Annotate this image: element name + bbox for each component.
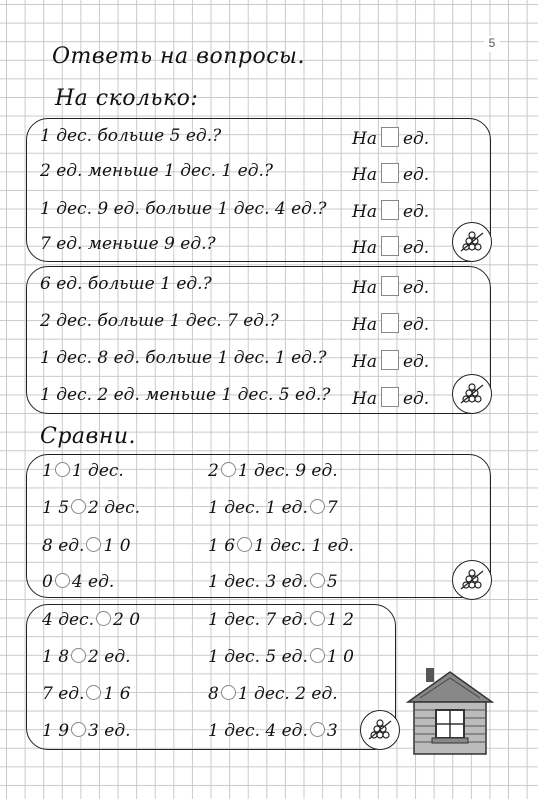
left-term: 1 дес. 7 ед. xyxy=(208,610,308,630)
answer-line xyxy=(352,127,429,149)
na-label: На xyxy=(352,278,377,298)
compare-circle[interactable] xyxy=(310,722,325,737)
heading-sub: На сколько: xyxy=(55,86,199,111)
compare-circle[interactable] xyxy=(221,685,236,700)
ed-label: ед. xyxy=(402,238,430,258)
compare-circle[interactable] xyxy=(310,573,325,588)
log-pile-icon xyxy=(360,710,400,750)
right-term: 7 xyxy=(326,498,338,518)
answer-box[interactable] xyxy=(381,276,399,296)
log-pile-icon xyxy=(452,374,492,414)
left-term: 1 9 xyxy=(42,721,70,741)
answer-line xyxy=(352,200,429,222)
answer-box[interactable] xyxy=(381,163,399,183)
right-term: 1 дес. xyxy=(71,461,124,481)
heading-compare: Сравни. xyxy=(40,424,136,449)
compare-circle[interactable] xyxy=(221,462,236,477)
compare-cell xyxy=(42,536,131,556)
answer-line xyxy=(352,236,429,258)
question-row: 2 ед. меньше 1 дес. 1 ед.? xyxy=(40,161,273,181)
compare-circle[interactable] xyxy=(86,685,101,700)
question-row: 2 дес. больше 1 дес. 7 ед.? xyxy=(40,311,279,331)
right-term: 2 ед. xyxy=(88,647,131,667)
left-term: 1 5 xyxy=(42,498,70,518)
compare-circle[interactable] xyxy=(55,573,70,588)
answer-line xyxy=(352,350,429,372)
compare-circle[interactable] xyxy=(71,722,86,737)
compare-cell xyxy=(208,647,354,667)
question-row: 1 дес. больше 5 ед.? xyxy=(40,126,222,146)
right-term: 5 xyxy=(326,572,338,592)
compare-cell xyxy=(42,684,131,704)
compare-circle[interactable] xyxy=(55,462,70,477)
question-row: 1 дес. 2 ед. меньше 1 дес. 5 ед.? xyxy=(40,385,331,405)
compare-cell xyxy=(42,498,140,518)
compare-cell xyxy=(42,647,131,667)
log-pile-icon xyxy=(452,222,492,262)
compare-circle[interactable] xyxy=(86,537,101,552)
answer-line xyxy=(352,276,429,298)
na-label: На xyxy=(352,238,377,258)
ed-label: ед. xyxy=(402,352,430,372)
answer-box[interactable] xyxy=(381,200,399,220)
compare-circle[interactable] xyxy=(96,611,111,626)
page-number: 5 xyxy=(484,36,500,52)
ed-label: ед. xyxy=(402,389,430,409)
right-term: 1 6 xyxy=(103,684,131,704)
compare-cell xyxy=(42,610,140,630)
answer-line xyxy=(352,163,429,185)
left-term: 1 дес. 3 ед. xyxy=(208,572,308,592)
left-term: 1 8 xyxy=(42,647,70,667)
question-row: 1 дес. 9 ед. больше 1 дес. 4 ед.? xyxy=(40,199,327,219)
left-term: 1 дес. 4 ед. xyxy=(208,721,308,741)
na-label: На xyxy=(352,352,377,372)
right-term: 3 xyxy=(326,721,338,741)
left-term: 1 дес. 5 ед. xyxy=(208,647,308,667)
compare-circle[interactable] xyxy=(237,537,252,552)
compare-circle[interactable] xyxy=(71,648,86,663)
ed-label: ед. xyxy=(402,278,430,298)
ed-label: ед. xyxy=(402,129,430,149)
compare-cell xyxy=(42,461,124,481)
compare-cell xyxy=(208,536,354,556)
na-label: На xyxy=(352,202,377,222)
compare-cell xyxy=(208,721,338,741)
compare-cell xyxy=(208,461,338,481)
answer-box[interactable] xyxy=(381,387,399,407)
right-term: 4 ед. xyxy=(71,572,115,592)
na-label: На xyxy=(352,315,377,335)
left-term: 0 xyxy=(42,572,53,592)
left-term: 1 дес. 1 ед. xyxy=(208,498,308,518)
right-term: 2 дес. xyxy=(88,498,141,518)
right-term: 1 дес. 9 ед. xyxy=(237,461,338,481)
ed-label: ед. xyxy=(402,315,430,335)
na-label: На xyxy=(352,389,377,409)
compare-cell xyxy=(42,721,131,741)
right-term: 2 0 xyxy=(112,610,141,630)
right-term: 1 0 xyxy=(103,536,131,556)
compare-circle[interactable] xyxy=(71,499,86,514)
na-label: На xyxy=(352,129,377,149)
compare-circle[interactable] xyxy=(310,648,325,663)
right-term: 1 дес. 1 ед. xyxy=(254,536,354,556)
left-term: 8 ед. xyxy=(42,536,85,556)
left-term: 2 xyxy=(208,461,219,481)
answer-box[interactable] xyxy=(381,127,399,147)
right-term: 1 2 xyxy=(326,610,354,630)
ed-label: ед. xyxy=(402,202,430,222)
answer-box[interactable] xyxy=(381,313,399,333)
answer-box[interactable] xyxy=(381,236,399,256)
answer-line xyxy=(352,387,429,409)
na-label: На xyxy=(352,165,377,185)
right-term: 3 ед. xyxy=(88,721,131,741)
question-row: 7 ед. меньше 9 ед.? xyxy=(40,234,216,254)
left-term: 4 дес. xyxy=(42,610,94,630)
right-term: 1 0 xyxy=(326,647,354,667)
left-term: 1 6 xyxy=(208,536,236,556)
left-term: 8 xyxy=(208,684,219,704)
compare-cell xyxy=(208,572,338,592)
log-hut-illustration xyxy=(400,660,500,760)
question-row: 1 дес. 8 ед. больше 1 дес. 1 ед.? xyxy=(40,348,327,368)
compare-cell xyxy=(208,498,338,518)
compare-circle[interactable] xyxy=(310,611,325,626)
heading-main: Ответь на вопросы. xyxy=(52,44,305,69)
log-pile-icon xyxy=(452,560,492,600)
compare-cell xyxy=(208,684,338,704)
compare-circle[interactable] xyxy=(310,499,325,514)
left-term: 1 xyxy=(42,461,53,481)
right-term: 1 дес. 2 ед. xyxy=(237,684,338,704)
ed-label: ед. xyxy=(402,165,430,185)
answer-line xyxy=(352,313,429,335)
compare-cell xyxy=(208,610,354,630)
left-term: 7 ед. xyxy=(42,684,85,704)
compare-cell xyxy=(42,572,114,592)
answer-box[interactable] xyxy=(381,350,399,370)
question-row: 6 ед. больше 1 ед.? xyxy=(40,274,212,294)
